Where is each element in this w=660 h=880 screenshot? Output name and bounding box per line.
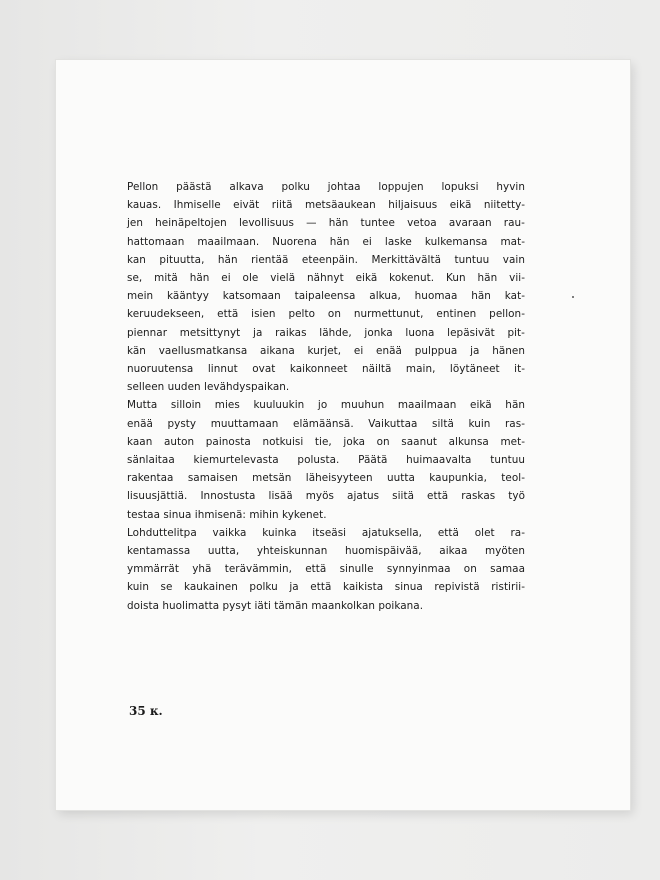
text-line: selleen uuden levähdyspaikan. [127,381,290,394]
cover-text [127,178,525,615]
text-line: sänlaitaa kiemurtelevasta polusta. Päätä huimaavalta tuntuu [127,454,525,467]
text-line: hattomaan maailmaan. Nuorena hän ei laske kulkemansa mat- [127,235,525,248]
text-line: keruudekseen, että isien pelto on nurmettunut, entinen pellon- [127,308,525,321]
text-line: testaa sinua ihmisenä: mihin kykenet. [127,508,327,521]
text-line: lisuusjättiä. Innostusta lisää myös ajatus siitä että raskas työ [127,490,525,503]
paragraph-3 [127,524,525,615]
text-line: Mutta silloin mies kuuluukin jo muuhun maailmaan eikä hän [127,399,525,412]
text-line: kentamassa uutta, yhteiskunnan huomispäivää, aikaa myöten [127,545,525,558]
text-line: mein kääntyy katsomaan taipaleensa alkua, huomaa hän kat- [127,290,525,303]
text-line: Pellon päästä alkava polku johtaa loppujen lopuksi hyvin [127,181,525,193]
price-label: 35 к. [129,704,163,718]
text-line: enää pysty muuttamaan elämäänsä. Vaikuttaa siltä kuin ras- [127,417,525,430]
text-line: kan pituutta, hän rientää eteenpäin. Merkittävältä tuntuu vain [127,253,525,266]
text-line: jen heinäpeltojen levollisuus — hän tuntee vetoa avaraan rau- [127,217,525,230]
text-line: ymmärrät yhä terävämmin, että sinulle synnyinmaa on samaa [127,563,525,576]
text-line: kän vaellusmatkansa aikana kurjet, ei enää pulppua ja hänen [127,344,525,357]
paragraph-2 [127,396,525,523]
text-line: kauas. Ihmiselle eivät riitä metsäaukean hiljaisuus eikä niitetty- [127,199,525,212]
text-line: piennar metsittynyt ja raikas lähde, jonka luona lepäsivät pit- [127,326,525,339]
text-line: Lohduttelitpa vaikka kuinka itseäsi ajatuksella, että olet ra- [127,526,525,539]
text-line: kuin se kaukainen polku ja että kaikista sinua repivistä ristirii- [127,581,525,594]
text-line: nuoruutensa linnut ovat kaikonneet näiltä main, löytäneet it- [127,363,525,376]
paragraph-1 [127,178,525,396]
paper-speck [572,296,574,298]
text-line: kaan auton painosta notkuisi tie, joka on saanut alkunsa met- [127,435,525,448]
text-line: se, mitä hän ei ole vielä nähnyt eikä kokenut. Kun hän vii- [127,272,525,285]
text-line: doista huolimatta pysyt iäti tämän maankolkan poikana. [127,599,424,612]
text-line: rakentaa samaisen metsän läheisyyteen uutta kaupunkia, teol- [127,472,525,485]
